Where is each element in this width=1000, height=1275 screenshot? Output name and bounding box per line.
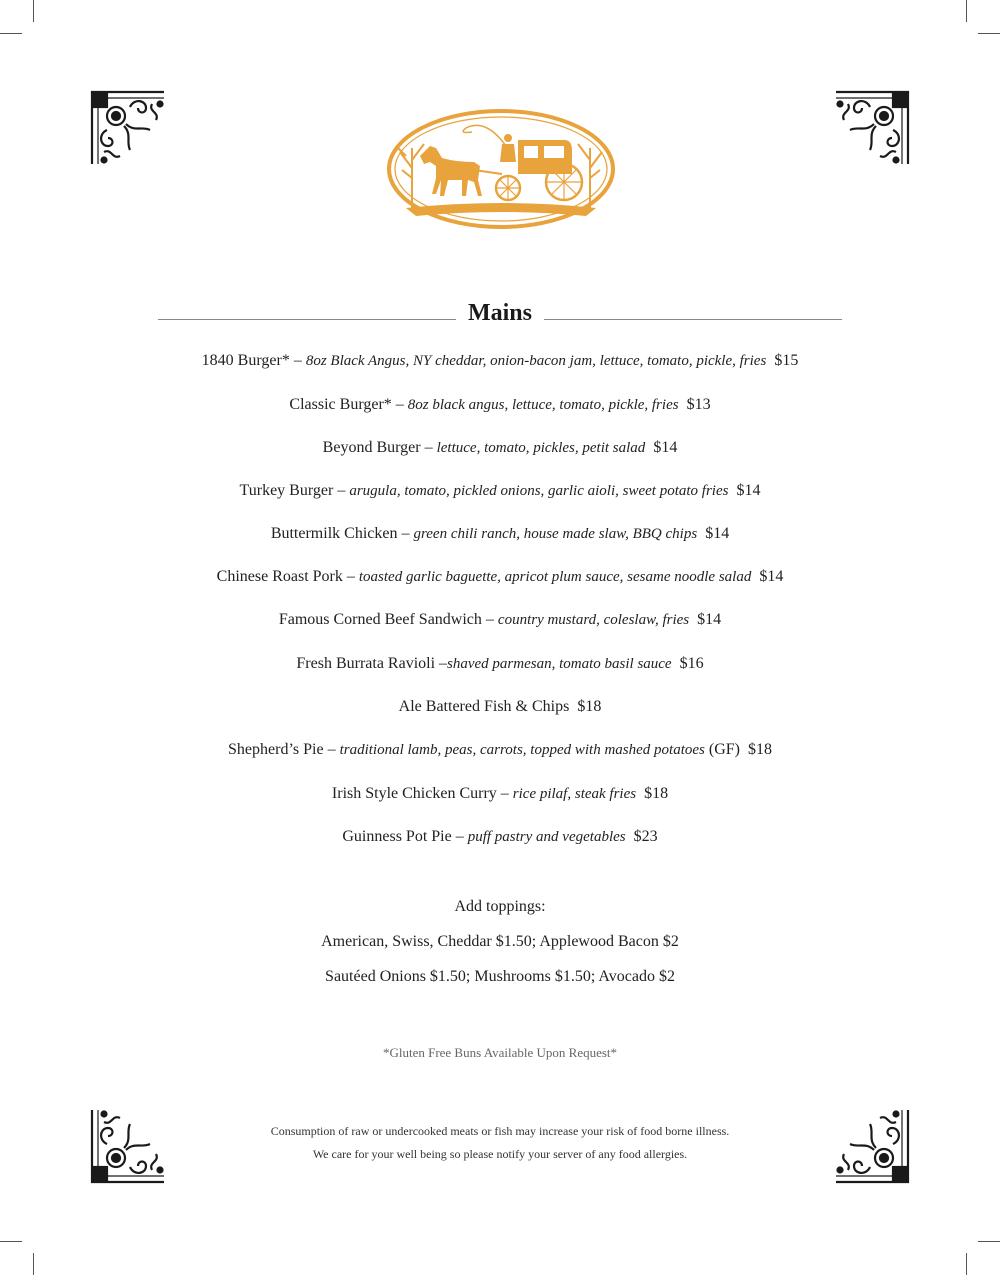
item-name: Buttermilk Chicken	[270, 525, 398, 542]
item-tag: (GF)	[704, 741, 740, 758]
item-price: $18	[644, 785, 669, 802]
item-price: $14	[705, 525, 730, 542]
menu-item	[100, 696, 900, 718]
item-price: $13	[686, 396, 711, 413]
item-name: Irish Style Chicken Curry	[331, 785, 497, 802]
item-separator: –	[289, 352, 306, 369]
menu-item	[100, 739, 900, 761]
horse-carriage-logo	[386, 108, 616, 230]
menu-item	[100, 653, 900, 675]
item-separator: –	[435, 655, 448, 672]
disclaimer-line: We care for your well being so please notify your server of any food allergies.	[312, 1147, 688, 1161]
menu-item	[100, 523, 900, 545]
item-separator: –	[397, 525, 414, 542]
toppings-line: American, Swiss, Cheddar $1.50; Applewood Bacon $2	[321, 933, 679, 950]
menu-item	[100, 437, 900, 459]
item-price: $15	[774, 352, 799, 369]
item-separator: –	[481, 611, 498, 628]
crop-mark	[978, 33, 1000, 34]
crop-mark	[33, 1253, 34, 1275]
item-name: Chinese Roast Pork	[216, 568, 343, 585]
item-name: Turkey Burger	[239, 482, 334, 499]
item-description: lettuce, tomato, pickles, petit salad	[436, 440, 646, 456]
menu-item	[100, 480, 900, 502]
item-price: $18	[747, 741, 772, 758]
item-separator: –	[342, 568, 359, 585]
item-separator: –	[323, 741, 340, 758]
item-name: 1840 Burger*	[201, 352, 290, 369]
item-description: 8oz Black Angus, NY cheddar, onion-bacon jam, lettuce, tomato, pickle, fries	[305, 353, 767, 369]
item-name: Famous Corned Beef Sandwich	[278, 611, 482, 628]
crop-mark	[966, 1253, 967, 1275]
item-description: shaved parmesan, tomato basil sauce	[447, 656, 672, 672]
item-price: $16	[679, 655, 704, 672]
menu-item	[100, 783, 900, 805]
item-separator: –	[496, 785, 513, 802]
item-name: Fresh Burrata Ravioli	[296, 655, 436, 672]
crop-mark	[0, 1241, 22, 1242]
divider	[158, 319, 456, 320]
item-price: $18	[577, 698, 602, 715]
ornamental-corner-icon	[834, 90, 910, 166]
divider	[544, 319, 842, 320]
item-description: green chili ranch, house made slaw, BBQ chips	[413, 526, 698, 542]
item-description: country mustard, coleslaw, fries	[497, 612, 690, 628]
item-price: $14	[736, 482, 761, 499]
item-description: toasted garlic baguette, apricot plum sauce, sesame noodle salad	[358, 569, 752, 585]
item-separator: –	[333, 482, 350, 499]
item-separator: –	[391, 396, 408, 413]
ornamental-corner-icon	[90, 90, 166, 166]
menu-item	[100, 609, 900, 631]
crop-mark	[978, 1241, 1000, 1242]
crop-mark	[33, 0, 34, 22]
menu-item	[100, 826, 900, 848]
toppings-line: Sautéed Onions $1.50; Mushrooms $1.50; Avocado $2	[325, 968, 675, 985]
gluten-free-note: *Gluten Free Buns Available Upon Request*	[382, 1045, 618, 1060]
item-price: $14	[759, 568, 784, 585]
item-name: Beyond Burger	[322, 439, 421, 456]
toppings-heading: Add toppings:	[454, 898, 546, 915]
item-name: Guinness Pot Pie	[342, 828, 452, 845]
item-price: $23	[633, 828, 658, 845]
item-description: puff pastry and vegetables	[467, 829, 626, 845]
item-description: rice pilaf, steak fries	[512, 786, 637, 802]
section-title: Mains	[467, 300, 532, 326]
crop-mark	[0, 33, 22, 34]
item-name: Shepherd’s Pie	[228, 741, 324, 758]
item-separator: –	[451, 828, 468, 845]
menu-item	[100, 394, 900, 416]
item-name: Classic Burger*	[289, 396, 392, 413]
item-name: Ale Battered Fish & Chips	[398, 698, 570, 715]
item-description: arugula, tomato, pickled onions, garlic aioli, sweet potato fries	[349, 483, 729, 499]
disclaimer-line: Consumption of raw or undercooked meats or fish may increase your risk of food borne illness.	[270, 1124, 730, 1138]
item-price: $14	[653, 439, 678, 456]
item-description: traditional lamb, peas, carrots, topped with mashed potatoes	[339, 742, 705, 758]
menu-item	[100, 566, 900, 588]
item-separator: –	[420, 439, 437, 456]
section-heading-row	[158, 300, 842, 334]
crop-mark	[966, 0, 967, 22]
item-description: 8oz black angus, lettuce, tomato, pickle, fries	[407, 397, 679, 413]
item-price: $14	[697, 611, 722, 628]
menu-item	[100, 350, 900, 372]
